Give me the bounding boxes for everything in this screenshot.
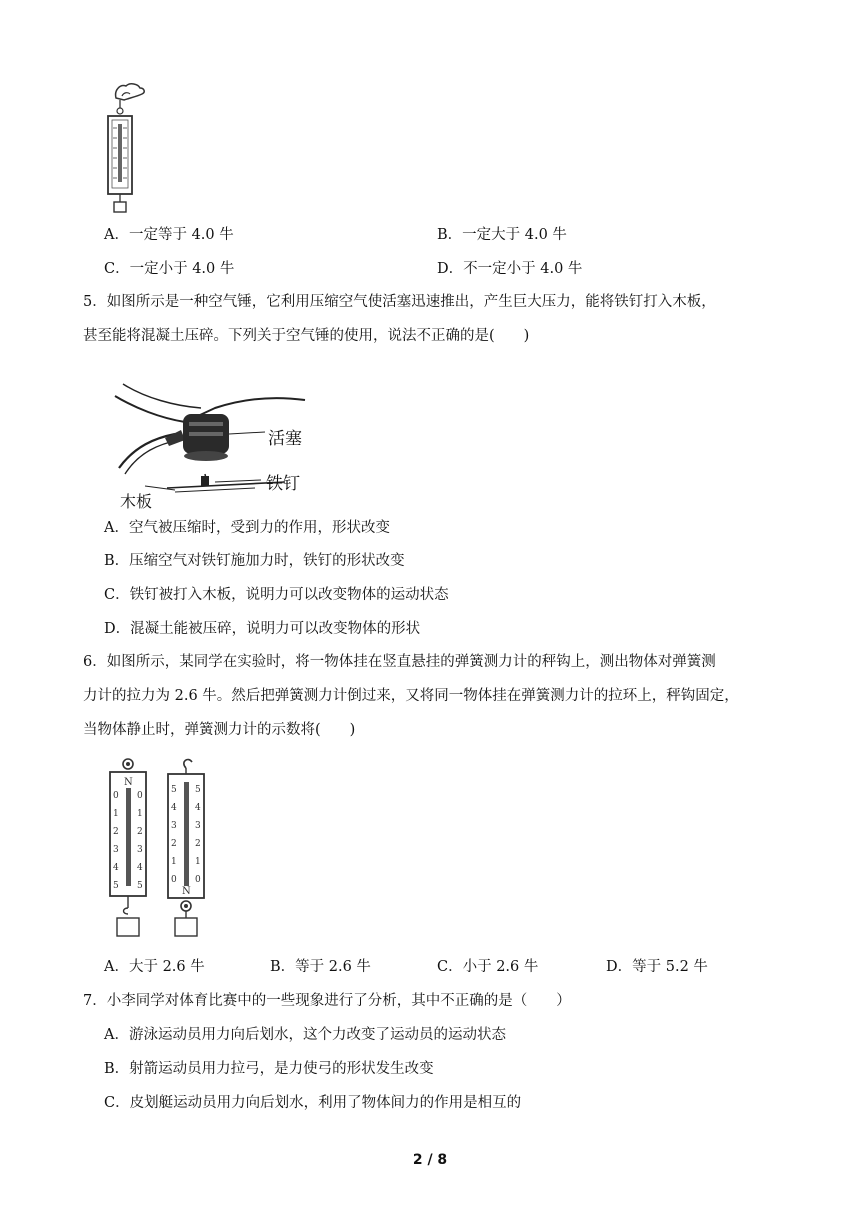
svg-text:2: 2 [113, 827, 119, 837]
q4-option-a: A．一定等于 4.0 牛 [104, 227, 234, 243]
q7-stem-line1: 7．小李同学对体育比赛中的一些现象进行了分析，其中不正确的是（ ） [83, 993, 571, 1009]
q5-option-c: C．铁钉被打入木板，说明力可以改变物体的运动状态 [104, 587, 449, 603]
q5-option-a: A．空气被压缩时，受到力的作用，形状改变 [104, 520, 390, 536]
q6-option-d: D．等于 5.2 牛 [606, 959, 708, 975]
svg-text:N: N [124, 777, 133, 788]
svg-text:3: 3 [113, 845, 119, 855]
svg-text:5: 5 [137, 881, 143, 891]
svg-text:3: 3 [171, 821, 177, 831]
q5-option-d: D．混凝土能被压碎，说明力可以改变物体的形状 [104, 621, 421, 637]
q7-option-a: A．游泳运动员用力向后划水，这个力改变了运动员的运动状态 [104, 1027, 506, 1043]
q6-option-b: B．等于 2.6 牛 [270, 959, 371, 975]
svg-text:4: 4 [113, 863, 119, 873]
svg-text:4: 4 [137, 863, 143, 873]
svg-text:3: 3 [195, 821, 201, 831]
svg-text:5: 5 [195, 785, 201, 795]
label-nail: 铁钉 [266, 474, 300, 494]
svg-text:1: 1 [195, 857, 201, 867]
q7-option-c: C．皮划艇运动员用力向后划水，利用了物体间力的作用是相互的 [104, 1095, 522, 1111]
svg-text:1: 1 [137, 809, 143, 819]
svg-text:4: 4 [195, 803, 201, 813]
spring-scale-hand-figure [100, 78, 160, 216]
q6-option-a: A．大于 2.6 牛 [104, 959, 205, 975]
q4-option-b: B．一定大于 4.0 牛 [437, 227, 567, 243]
svg-text:2: 2 [171, 839, 177, 849]
svg-text:1: 1 [171, 857, 177, 867]
svg-text:N: N [182, 886, 191, 897]
q6-stem-line3: 当物体静止时，弹簧测力计的示数将( ) [83, 722, 356, 738]
svg-text:2: 2 [195, 839, 201, 849]
q6-stem-line1: 6．如图所示，某同学在实验时，将一物体挂在竖直悬挂的弹簧测力计的秤钩上，测出物体对弹簧测 [83, 654, 716, 670]
q5-option-b: B．压缩空气对铁钉施加力时，铁钉的形状改变 [104, 553, 405, 569]
label-piston: 活塞 [268, 429, 302, 449]
svg-text:0: 0 [137, 791, 143, 801]
q6-option-c: C．小于 2.6 牛 [437, 959, 539, 975]
q5-stem-line1: 5．如图所示是一种空气锤，它利用压缩空气使活塞迅速推出，产生巨大压力，能将铁钉打入木板， [83, 294, 716, 310]
svg-text:4: 4 [171, 803, 177, 813]
two-spring-scales-figure [102, 756, 222, 940]
q7-option-b: B．射箭运动员用力拉弓，是力使弓的形状发生改变 [104, 1061, 434, 1077]
svg-text:1: 1 [113, 809, 119, 819]
svg-text:5: 5 [113, 881, 119, 891]
svg-text:0: 0 [171, 875, 177, 885]
svg-text:0: 0 [195, 875, 201, 885]
label-board: 木板 [120, 492, 153, 511]
page-number: 2 / 8 [412, 1152, 448, 1168]
svg-text:0: 0 [113, 791, 119, 801]
svg-text:5: 5 [171, 785, 177, 795]
q5-stem-line2: 甚至能将混凝土压碎。下列关于空气锤的使用，说法不正确的是( ) [83, 328, 530, 344]
q4-option-d: D．不一定小于 4.0 牛 [437, 261, 583, 277]
q4-option-c: C．一定小于 4.0 牛 [104, 261, 235, 277]
q6-stem-line2: 力计的拉力为 2.6 牛。然后把弹簧测力计倒过来，又将同一物体挂在弹簧测力计的拉环上，秤钩固定， [83, 688, 739, 704]
svg-text:2: 2 [137, 827, 143, 837]
svg-text:3: 3 [137, 845, 143, 855]
